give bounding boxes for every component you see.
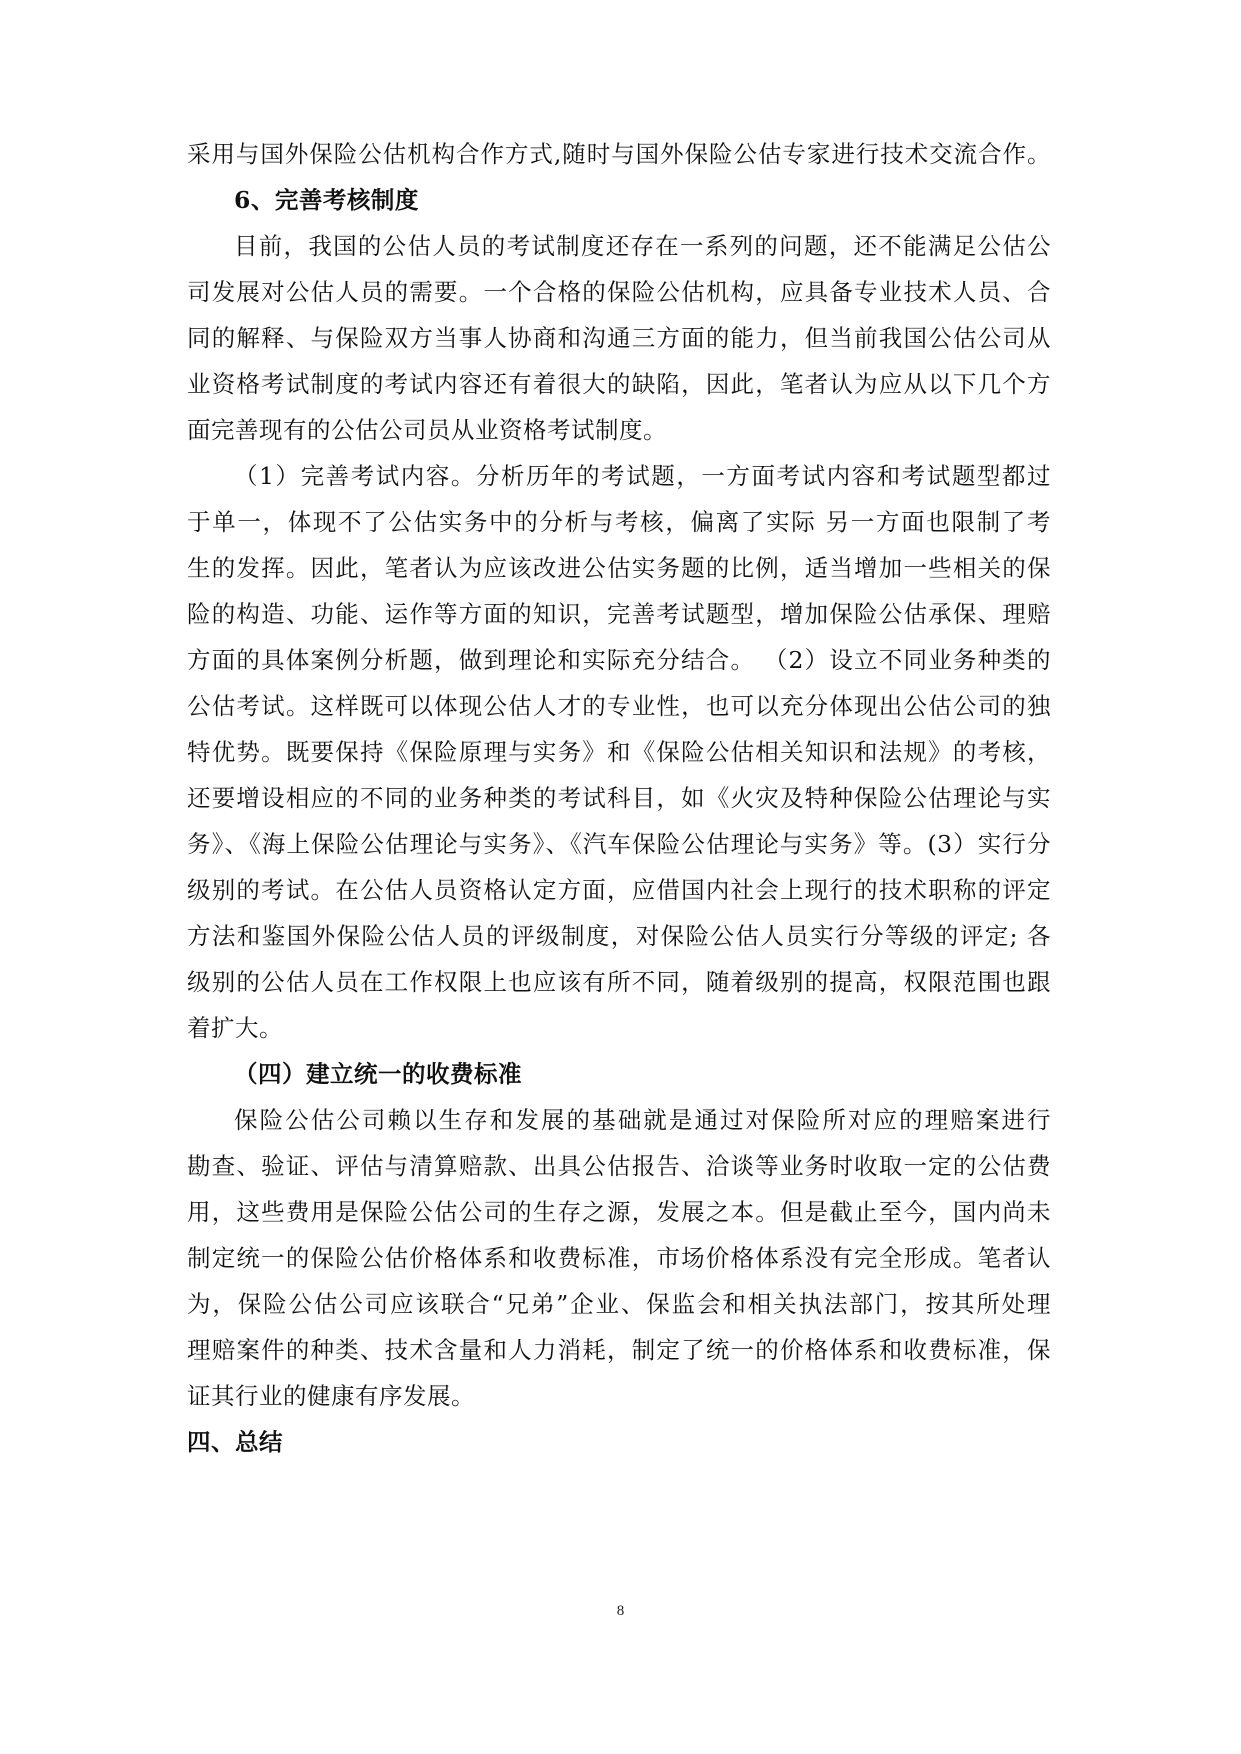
chapter-heading: 四、总结 <box>187 1428 283 1456</box>
paragraph-line: 制定统一的保险公估价格体系和收费标准，市场价格体系没有完全形成。笔者认 <box>187 1244 1051 1272</box>
paragraph-line: 生的发挥。因此，笔者认为应该改进公估实务题的比例，适当增加一些相关的保 <box>187 554 1051 582</box>
paragraph-line: 着扩大。 <box>187 1014 283 1042</box>
paragraph-line: 务》、《海上保险公估理论与实务》、《汽车保险公估理论与实务》等。(3）实行分 <box>187 830 1051 858</box>
paragraph-line: 特优势。既要保持《保险原理与实务》和《保险公估相关知识和法规》的考核， <box>187 738 1051 766</box>
paragraph-line: 面完善现有的公估公司员从业资格考试制度。 <box>187 416 667 444</box>
paragraph-line: 目前，我国的公估人员的考试制度还存在一系列的问题，还不能满足公估公 <box>234 232 1051 260</box>
paragraph-line: 勘查、验证、评估与清算赔款、出具公估报告、洽谈等业务时收取一定的公估费 <box>187 1152 1051 1180</box>
paragraph-line: 理赔案件的种类、技术含量和人力消耗，制定了统一的价格体系和收费标准，保 <box>187 1336 1051 1364</box>
paragraph-line: 为，保险公估公司应该联合“兄弟”企业、保监会和相关执法部门，按其所处理 <box>187 1290 1051 1318</box>
paragraph-line: （1）完善考试内容。分析历年的考试题，一方面考试内容和考试题型都过 <box>234 462 1051 490</box>
paragraph-line: 方法和鉴国外保险公估人员的评级制度，对保险公估人员实行分等级的评定; 各 <box>187 922 1051 950</box>
paragraph-line: 还要增设相应的不同的业务种类的考试科目，如《火灾及特种保险公估理论与实 <box>187 784 1051 812</box>
section-heading: 6、完善考核制度 <box>234 186 419 214</box>
paragraph-line: 公估考试。这样既可以体现公估人才的专业性，也可以充分体现出公估公司的独 <box>187 692 1051 720</box>
paragraph-line: 业资格考试制度的考试内容还有着很大的缺陷，因此，笔者认为应从以下几个方 <box>187 370 1051 398</box>
paragraph-line: 保险公估公司赖以生存和发展的基础就是通过对保险所对应的理赔案进行 <box>234 1106 1051 1134</box>
paragraph-line: 司发展对公估人员的需要。一个合格的保险公估机构，应具备专业技术人员、合 <box>187 278 1051 306</box>
paragraph-line: 级别的公估人员在工作权限上也应该有所不同，随着级别的提高，权限范围也跟 <box>187 968 1051 996</box>
paragraph-line: 级别的考试。在公估人员资格认定方面，应借国内社会上现行的技术职称的评定 <box>187 876 1051 904</box>
paragraph-line: 险的构造、功能、运作等方面的知识，完善考试题型，增加保险公估承保、理赔 <box>187 600 1051 628</box>
page-number: 8 <box>616 1603 625 1619</box>
paragraph-line: 证其行业的健康有序发展。 <box>187 1382 475 1410</box>
paragraph-line: 采用与国外保险公估机构合作方式,随时与国外保险公估专家进行技术交流合作。 <box>187 140 1051 168</box>
section-heading: （四）建立统一的收费标准 <box>234 1060 522 1088</box>
paragraph-line: 于单一，体现不了公估实务中的分析与考核，偏离了实际 另一方面也限制了考 <box>187 508 1051 536</box>
paragraph-line: 同的解释、与保险双方当事人协商和沟通三方面的能力，但当前我国公估公司从 <box>187 324 1051 352</box>
paragraph-line: 方面的具体案例分析题，做到理论和实际充分结合。 （2）设立不同业务种类的 <box>187 646 1051 674</box>
paragraph-line: 用，这些费用是保险公估公司的生存之源，发展之本。但是截止至今，国内尚未 <box>187 1198 1051 1226</box>
